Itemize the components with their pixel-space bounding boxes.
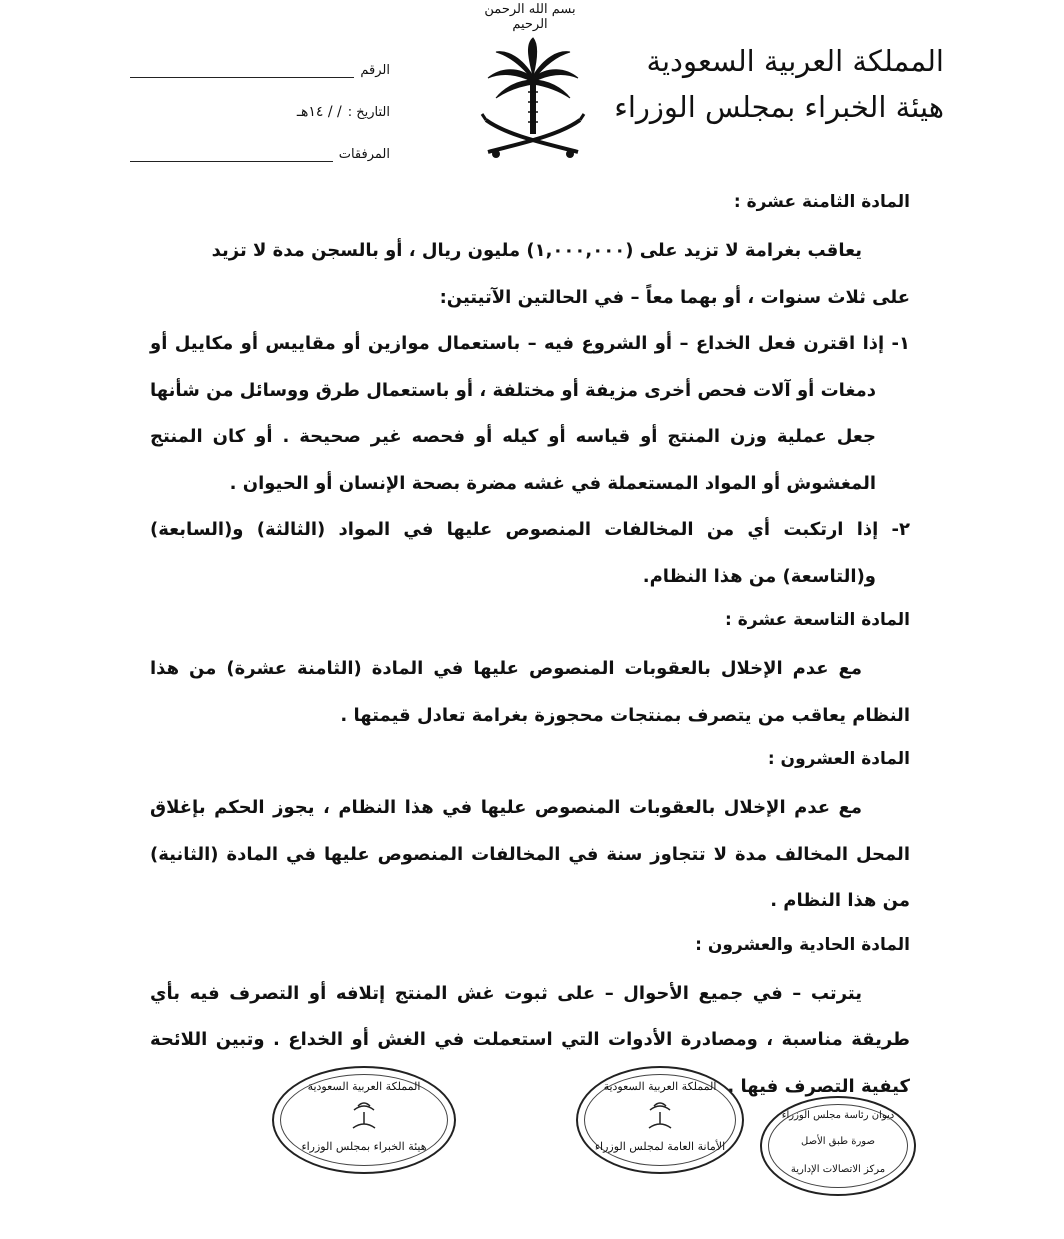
reference-number-label: الرقم xyxy=(360,63,390,78)
experts-bureau-stamp xyxy=(272,1066,456,1174)
general-secretariat-stamp xyxy=(576,1066,744,1174)
palm-swords-emblem-icon xyxy=(478,36,588,160)
reference-number-line xyxy=(130,67,354,78)
presidency-stamp-middle-text: صورة طبق الأصل xyxy=(801,1136,875,1147)
article-21-title: المادة الحادية والعشرون : xyxy=(695,934,910,955)
article-18-item-1: ١- إذا اقترن فعل الخداع – أو الشروع فيه – باستعمال موازين أو مقاييس أو مكاييل أو دمغات أو آلات فحص أخرى مزيفة أو مختلفة ، أو باستعمال طرق ووسائل من شأنها جعل عملية وزن المنتج أو قياسه أو كيله أو فحصه غير صحيحة . أو كان المنتج المغشوش أو المواد المستعملة في غشه مضرة بصحة الإنسان أو الحيوان . xyxy=(150,333,910,494)
date-row xyxy=(120,78,390,120)
reference-number-row xyxy=(120,36,390,78)
secretariat-stamp-bottom-text: الأمانة العامة لمجلس الوزراء xyxy=(594,1140,726,1153)
document-body xyxy=(150,182,910,1110)
article-19-text: مع عدم الإخلال بالعقوبات المنصوص عليها في المادة (الثامنة عشرة) من هذا النظام يعاقب من يتصرف بمنتجات محجوزة بغرامة تعادل قيمتها . xyxy=(150,658,910,726)
attachments-line xyxy=(130,151,333,162)
presidency-stamp-top-text: ديوان رئاسة مجلس الوزراء xyxy=(781,1110,895,1121)
basmala: بسم الله الرحمن الرحيم xyxy=(484,2,576,32)
organization-header xyxy=(614,38,944,130)
experts-stamp-top-text: المملكة العربية السعودية xyxy=(307,1080,421,1093)
org-line-kingdom: المملكة العربية السعودية xyxy=(646,44,944,78)
article-18-intro-line-2: على ثلاث سنوات ، أو بهما معاً – في الحالتين الآتيتين: xyxy=(439,286,910,308)
secretariat-stamp-top-text: المملكة العربية السعودية xyxy=(603,1080,717,1093)
article-18-title: المادة الثامنة عشرة : xyxy=(733,192,910,212)
stamp-emblem-icon xyxy=(350,1100,378,1132)
org-line-bureau: هيئة الخبراء بمجلس الوزراء xyxy=(614,90,944,124)
article-18-intro-line-1: يعاقب بغرامة لا تزيد على (١,٠٠٠,٠٠٠) مليون ريال ، أو بالسجن مدة لا تزيد xyxy=(211,240,862,261)
presidency-stamp-bottom-text: مركز الاتصالات الإدارية xyxy=(790,1164,886,1175)
article-18-item-2: ٢- إذا ارتكبت أي من المخالفات المنصوص عليها في المواد (الثالثة) و(السابعة) و(التاسعة) من هذا النظام. xyxy=(150,519,910,587)
article-20-text: مع عدم الإخلال بالعقوبات المنصوص عليها في هذا النظام ، يجوز الحكم بإغلاق المحل المخالف مدة لا تتجاوز سنة في المخالفات المنصوص عليها في المادة (الثانية) من هذا النظام . xyxy=(150,797,910,911)
experts-stamp-bottom-text: هيئة الخبراء بمجلس الوزراء xyxy=(301,1140,427,1153)
date-value: / / ١٤هـ xyxy=(296,104,342,120)
date-label: التاريخ : xyxy=(347,105,390,120)
article-19-title: المادة التاسعة عشرة : xyxy=(725,610,910,630)
attachments-label: المرفقات xyxy=(338,147,390,162)
stamp-emblem-icon xyxy=(646,1100,674,1132)
reference-block xyxy=(120,36,390,162)
attachments-row xyxy=(120,120,390,162)
article-21-text: يترتب – في جميع الأحوال – على ثبوت غش المنتج إتلافه أو التصرف فيه بأي طريقة مناسبة ، ومصادرة الأدوات التي استعملت في الغش أو الخداع . وتبين اللائحة كيفية التصرف فيها . xyxy=(150,982,910,1097)
council-presidency-stamp xyxy=(760,1096,916,1196)
article-20-title: المادة العشرون : xyxy=(767,749,910,769)
